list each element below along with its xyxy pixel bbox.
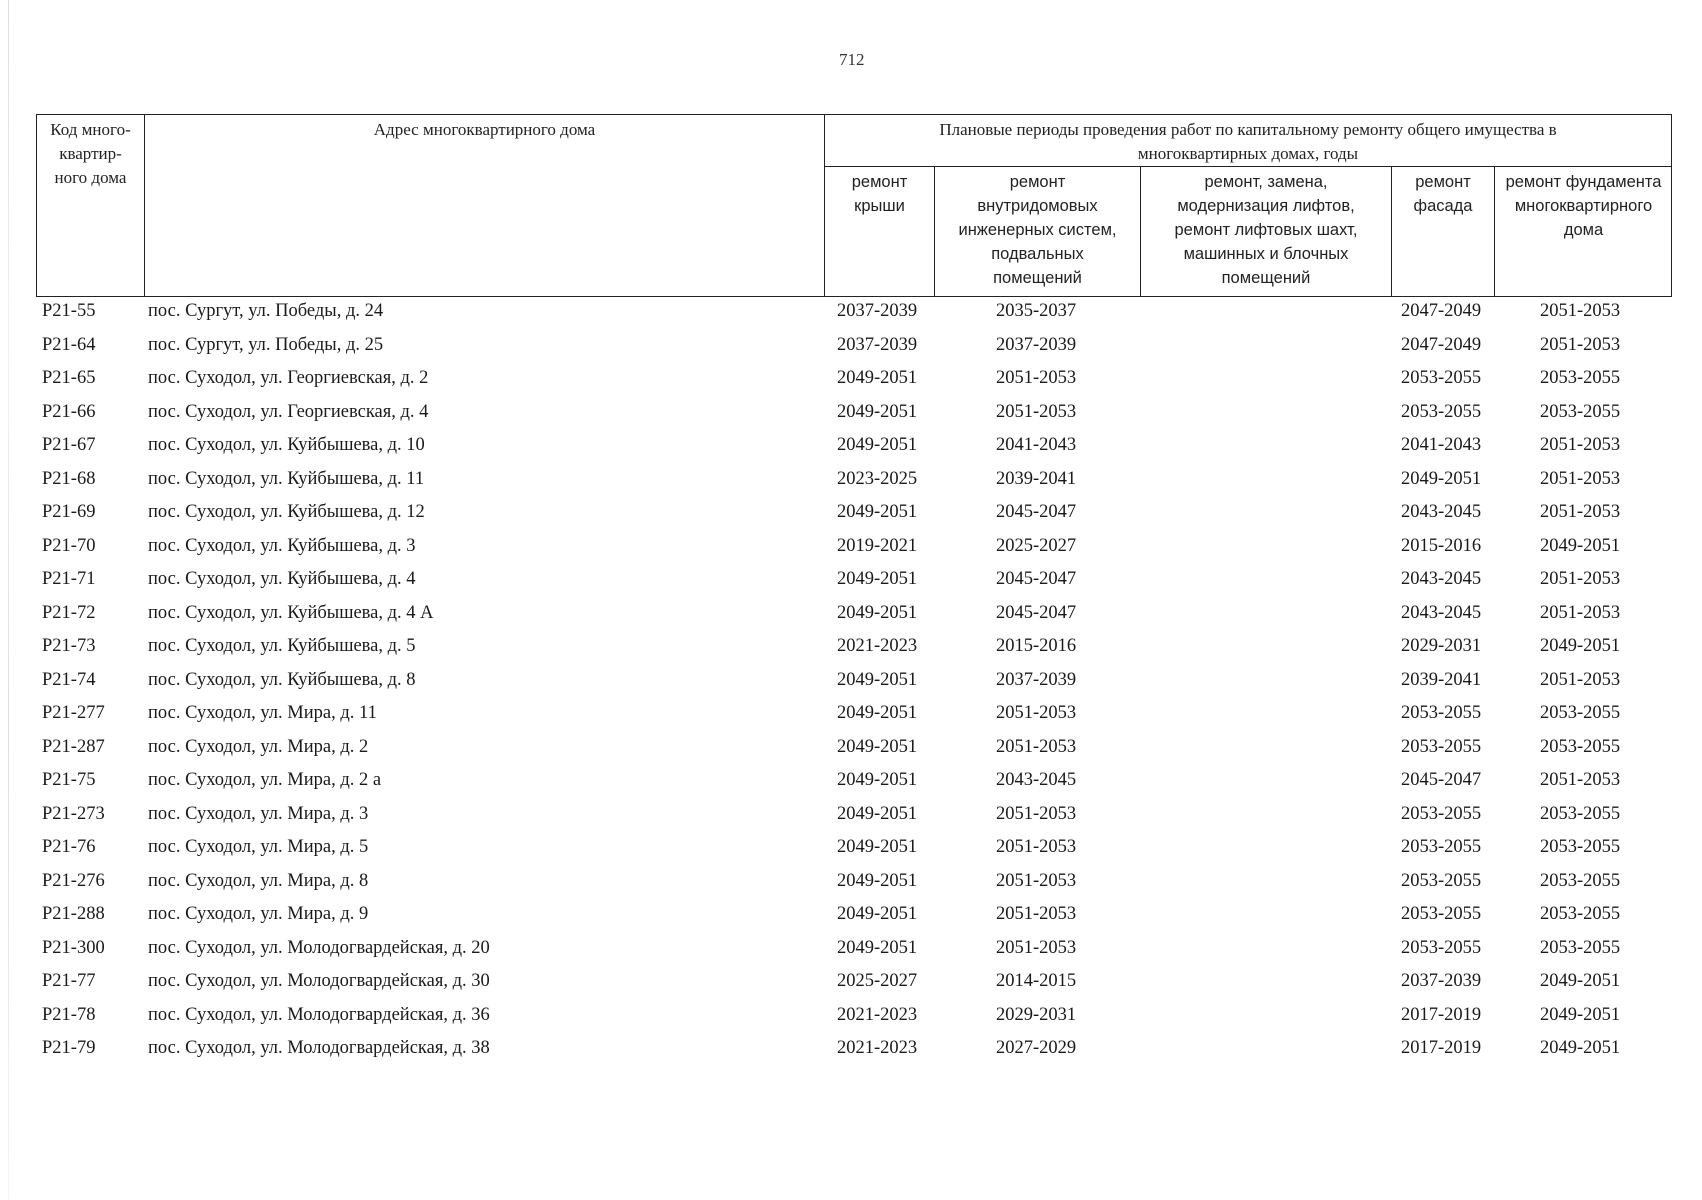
cell-address: пос. Суходол, ул. Мира, д. 11: [148, 703, 377, 723]
cell-foundation: 2049-2051: [1540, 535, 1621, 556]
scan-edge: [8, 0, 9, 1200]
cell-foundation: 2049-2051: [1540, 1004, 1621, 1025]
cell-roof: 2049-2051: [837, 569, 918, 589]
cell-roof: 2049-2051: [837, 736, 918, 757]
cell-code: P21-76: [42, 837, 96, 857]
cell-foundation: 2049-2051: [1540, 971, 1621, 991]
cell-facade: 2017-2019: [1401, 1004, 1482, 1025]
cell-foundation: 2051-2053: [1540, 334, 1621, 355]
cell-code: P21-79: [42, 1038, 96, 1058]
cell-code: P21-67: [42, 435, 96, 455]
header-address: Адрес многоквартирного дома: [373, 120, 596, 139]
cell-engineering: 2045-2047: [996, 502, 1077, 522]
cell-address: пос. Суходол, ул. Куйбышева, д. 3: [148, 535, 416, 556]
cell-engineering: 2051-2053: [996, 837, 1077, 857]
cell-address: пос. Суходол, ул. Куйбышева, д. 10: [148, 435, 425, 455]
cell-code: P21-288: [42, 904, 105, 924]
cell-code: P21-77: [42, 971, 96, 991]
cell-facade: 2053-2055: [1401, 401, 1482, 422]
header-foundation: ремонт фундамента многоквартирного дома: [1505, 173, 1662, 239]
cell-address: пос. Суходол, ул. Молодогвардейская, д. 20: [148, 937, 490, 958]
cell-roof: 2049-2051: [837, 368, 918, 388]
cell-facade: 2043-2045: [1401, 502, 1482, 522]
cell-address: пос. Суходол, ул. Мира, д. 8: [148, 870, 369, 891]
cell-facade: 2049-2051: [1401, 468, 1482, 489]
cell-facade: 2053-2055: [1401, 870, 1482, 891]
cell-engineering: 2041-2043: [996, 435, 1077, 455]
cell-facade: 2045-2047: [1401, 770, 1482, 790]
cell-roof: 2023-2025: [837, 468, 918, 489]
cell-address: пос. Суходол, ул. Куйбышева, д. 4 А: [148, 602, 434, 623]
cell-code: P21-287: [42, 736, 105, 757]
cell-address: пос. Суходол, ул. Мира, д. 5: [148, 837, 369, 857]
cell-engineering: 2025-2027: [996, 535, 1077, 556]
cell-foundation: 2053-2055: [1540, 803, 1621, 824]
cell-foundation: 2051-2053: [1540, 602, 1621, 623]
cell-address: пос. Сургут, ул. Победы, д. 24: [148, 301, 384, 321]
cell-facade: 2043-2045: [1401, 602, 1482, 623]
cell-address: пос. Суходол, ул. Куйбышева, д. 8: [148, 669, 416, 690]
cell-address: пос. Суходол, ул. Куйбышева, д. 12: [148, 502, 425, 522]
cell-roof: 2049-2051: [837, 502, 918, 522]
cell-foundation: 2053-2055: [1540, 736, 1621, 757]
cell-facade: 2037-2039: [1401, 971, 1482, 991]
cell-code: P21-69: [42, 502, 96, 522]
cell-roof: 2025-2027: [837, 971, 918, 991]
cell-facade: 2047-2049: [1401, 301, 1482, 321]
cell-engineering: 2027-2029: [996, 1038, 1077, 1058]
cell-address: пос. Суходол, ул. Мира, д. 3: [148, 803, 369, 824]
cell-engineering: 2051-2053: [996, 368, 1077, 388]
cell-foundation: 2053-2055: [1540, 837, 1621, 857]
header-roof: ремонт крыши: [851, 173, 908, 215]
cell-engineering: 2037-2039: [996, 334, 1077, 355]
cell-facade: 2053-2055: [1401, 904, 1482, 924]
cell-foundation: 2053-2055: [1540, 703, 1621, 723]
header-facade: ремонт фасада: [1413, 173, 1473, 215]
cell-code: P21-64: [42, 334, 96, 355]
cell-address: пос. Суходол, ул. Молодогвардейская, д. 36: [148, 1004, 490, 1025]
cell-facade: 2053-2055: [1401, 368, 1482, 388]
cell-roof: 2049-2051: [837, 770, 918, 790]
cell-foundation: 2049-2051: [1540, 1038, 1621, 1058]
cell-engineering: 2035-2037: [996, 301, 1077, 321]
cell-facade: 2053-2055: [1401, 736, 1482, 757]
cell-engineering: 2051-2053: [996, 401, 1077, 422]
cell-address: пос. Суходол, ул. Мира, д. 2 а: [148, 770, 382, 790]
cell-roof: 2049-2051: [837, 904, 918, 924]
cell-code: P21-78: [42, 1004, 96, 1025]
cell-code: P21-66: [42, 401, 96, 422]
cell-code: P21-277: [42, 703, 105, 723]
cell-address: пос. Суходол, ул. Георгиевская, д. 4: [148, 401, 429, 422]
cell-code: P21-273: [42, 803, 105, 824]
cell-code: P21-276: [42, 870, 105, 891]
cell-foundation: 2051-2053: [1540, 435, 1621, 455]
cell-code: P21-75: [42, 770, 96, 790]
cell-foundation: 2053-2055: [1540, 937, 1621, 958]
header-engineering: ремонт внутридомовых инженерных систем, подвальных помещений: [958, 173, 1117, 287]
cell-roof: 2049-2051: [837, 870, 918, 891]
cell-roof: 2049-2051: [837, 669, 918, 690]
cell-code: P21-55: [42, 301, 96, 321]
cell-foundation: 2051-2053: [1540, 502, 1621, 522]
cell-address: пос. Суходол, ул. Куйбышева, д. 4: [148, 569, 416, 589]
header-periods: Плановые периоды проведения работ по капитальному ремонту общего имущества в многоквартирных домах, годы: [939, 120, 1557, 163]
cell-facade: 2053-2055: [1401, 703, 1482, 723]
cell-roof: 2037-2039: [837, 334, 918, 355]
cell-foundation: 2049-2051: [1540, 636, 1621, 656]
cell-engineering: 2029-2031: [996, 1004, 1077, 1025]
cell-engineering: 2043-2045: [996, 770, 1077, 790]
cell-code: P21-72: [42, 602, 96, 623]
cell-facade: 2043-2045: [1401, 569, 1482, 589]
header-elevators: ремонт, замена, модернизация лифтов, ремонт лифтовых шахт, машинных и блочных помещений: [1174, 173, 1358, 287]
cell-facade: 2039-2041: [1401, 669, 1482, 690]
cell-engineering: 2051-2053: [996, 904, 1077, 924]
cell-engineering: 2014-2015: [996, 971, 1077, 991]
cell-facade: 2053-2055: [1401, 937, 1482, 958]
cell-engineering: 2045-2047: [996, 569, 1077, 589]
cell-facade: 2017-2019: [1401, 1038, 1482, 1058]
cell-address: пос. Суходол, ул. Куйбышева, д. 5: [148, 636, 416, 656]
cell-code: P21-73: [42, 636, 96, 656]
cell-address: пос. Сургут, ул. Победы, д. 25: [148, 334, 384, 355]
cell-engineering: 2037-2039: [996, 669, 1077, 690]
cell-foundation: 2051-2053: [1540, 468, 1621, 489]
cell-roof: 2049-2051: [837, 435, 918, 455]
cell-facade: 2047-2049: [1401, 334, 1482, 355]
cell-roof: 2049-2051: [837, 602, 918, 623]
cell-foundation: 2053-2055: [1540, 401, 1621, 422]
cell-roof: 2021-2023: [837, 1038, 918, 1058]
cell-foundation: 2053-2055: [1540, 870, 1621, 891]
cell-roof: 2049-2051: [837, 401, 918, 422]
cell-roof: 2049-2051: [837, 803, 918, 824]
cell-address: пос. Суходол, ул. Молодогвардейская, д. 38: [148, 1038, 490, 1058]
cell-engineering: 2051-2053: [996, 703, 1077, 723]
cell-engineering: 2051-2053: [996, 870, 1077, 891]
cell-engineering: 2045-2047: [996, 602, 1077, 623]
cell-roof: 2037-2039: [837, 301, 918, 321]
cell-foundation: 2053-2055: [1540, 904, 1621, 924]
cell-code: P21-65: [42, 368, 96, 388]
cell-address: пос. Суходол, ул. Георгиевская, д. 2: [148, 368, 429, 388]
cell-roof: 2021-2023: [837, 1004, 918, 1025]
cell-engineering: 2015-2016: [996, 636, 1077, 656]
cell-facade: 2029-2031: [1401, 636, 1482, 656]
cell-address: пос. Суходол, ул. Куйбышева, д. 11: [148, 468, 425, 489]
cell-address: пос. Суходол, ул. Мира, д. 9: [148, 904, 369, 924]
header-code: Код много- квартир- ного дома: [50, 120, 131, 187]
cell-code: P21-74: [42, 669, 96, 690]
cell-address: пос. Суходол, ул. Молодогвардейская, д. 30: [148, 971, 490, 991]
cell-facade: 2041-2043: [1401, 435, 1482, 455]
cell-engineering: 2051-2053: [996, 736, 1077, 757]
cell-foundation: 2051-2053: [1540, 569, 1621, 589]
cell-foundation: 2051-2053: [1540, 301, 1621, 321]
cell-foundation: 2053-2055: [1540, 368, 1621, 388]
page-number: 712: [839, 50, 865, 69]
cell-roof: 2019-2021: [837, 535, 918, 556]
cell-code: P21-68: [42, 468, 96, 489]
cell-engineering: 2039-2041: [996, 468, 1077, 489]
cell-foundation: 2051-2053: [1540, 669, 1621, 690]
cell-foundation: 2051-2053: [1540, 770, 1621, 790]
cell-roof: 2049-2051: [837, 703, 918, 723]
cell-engineering: 2051-2053: [996, 803, 1077, 824]
cell-roof: 2021-2023: [837, 636, 918, 656]
cell-roof: 2049-2051: [837, 937, 918, 958]
cell-facade: 2053-2055: [1401, 803, 1482, 824]
cell-code: P21-71: [42, 569, 96, 589]
cell-code: P21-300: [42, 937, 105, 958]
cell-facade: 2015-2016: [1401, 535, 1482, 556]
cell-roof: 2049-2051: [837, 837, 918, 857]
periods-divider: [824, 166, 1672, 167]
cell-code: P21-70: [42, 535, 96, 556]
cell-address: пос. Суходол, ул. Мира, д. 2: [148, 736, 369, 757]
cell-engineering: 2051-2053: [996, 937, 1077, 958]
cell-facade: 2053-2055: [1401, 837, 1482, 857]
